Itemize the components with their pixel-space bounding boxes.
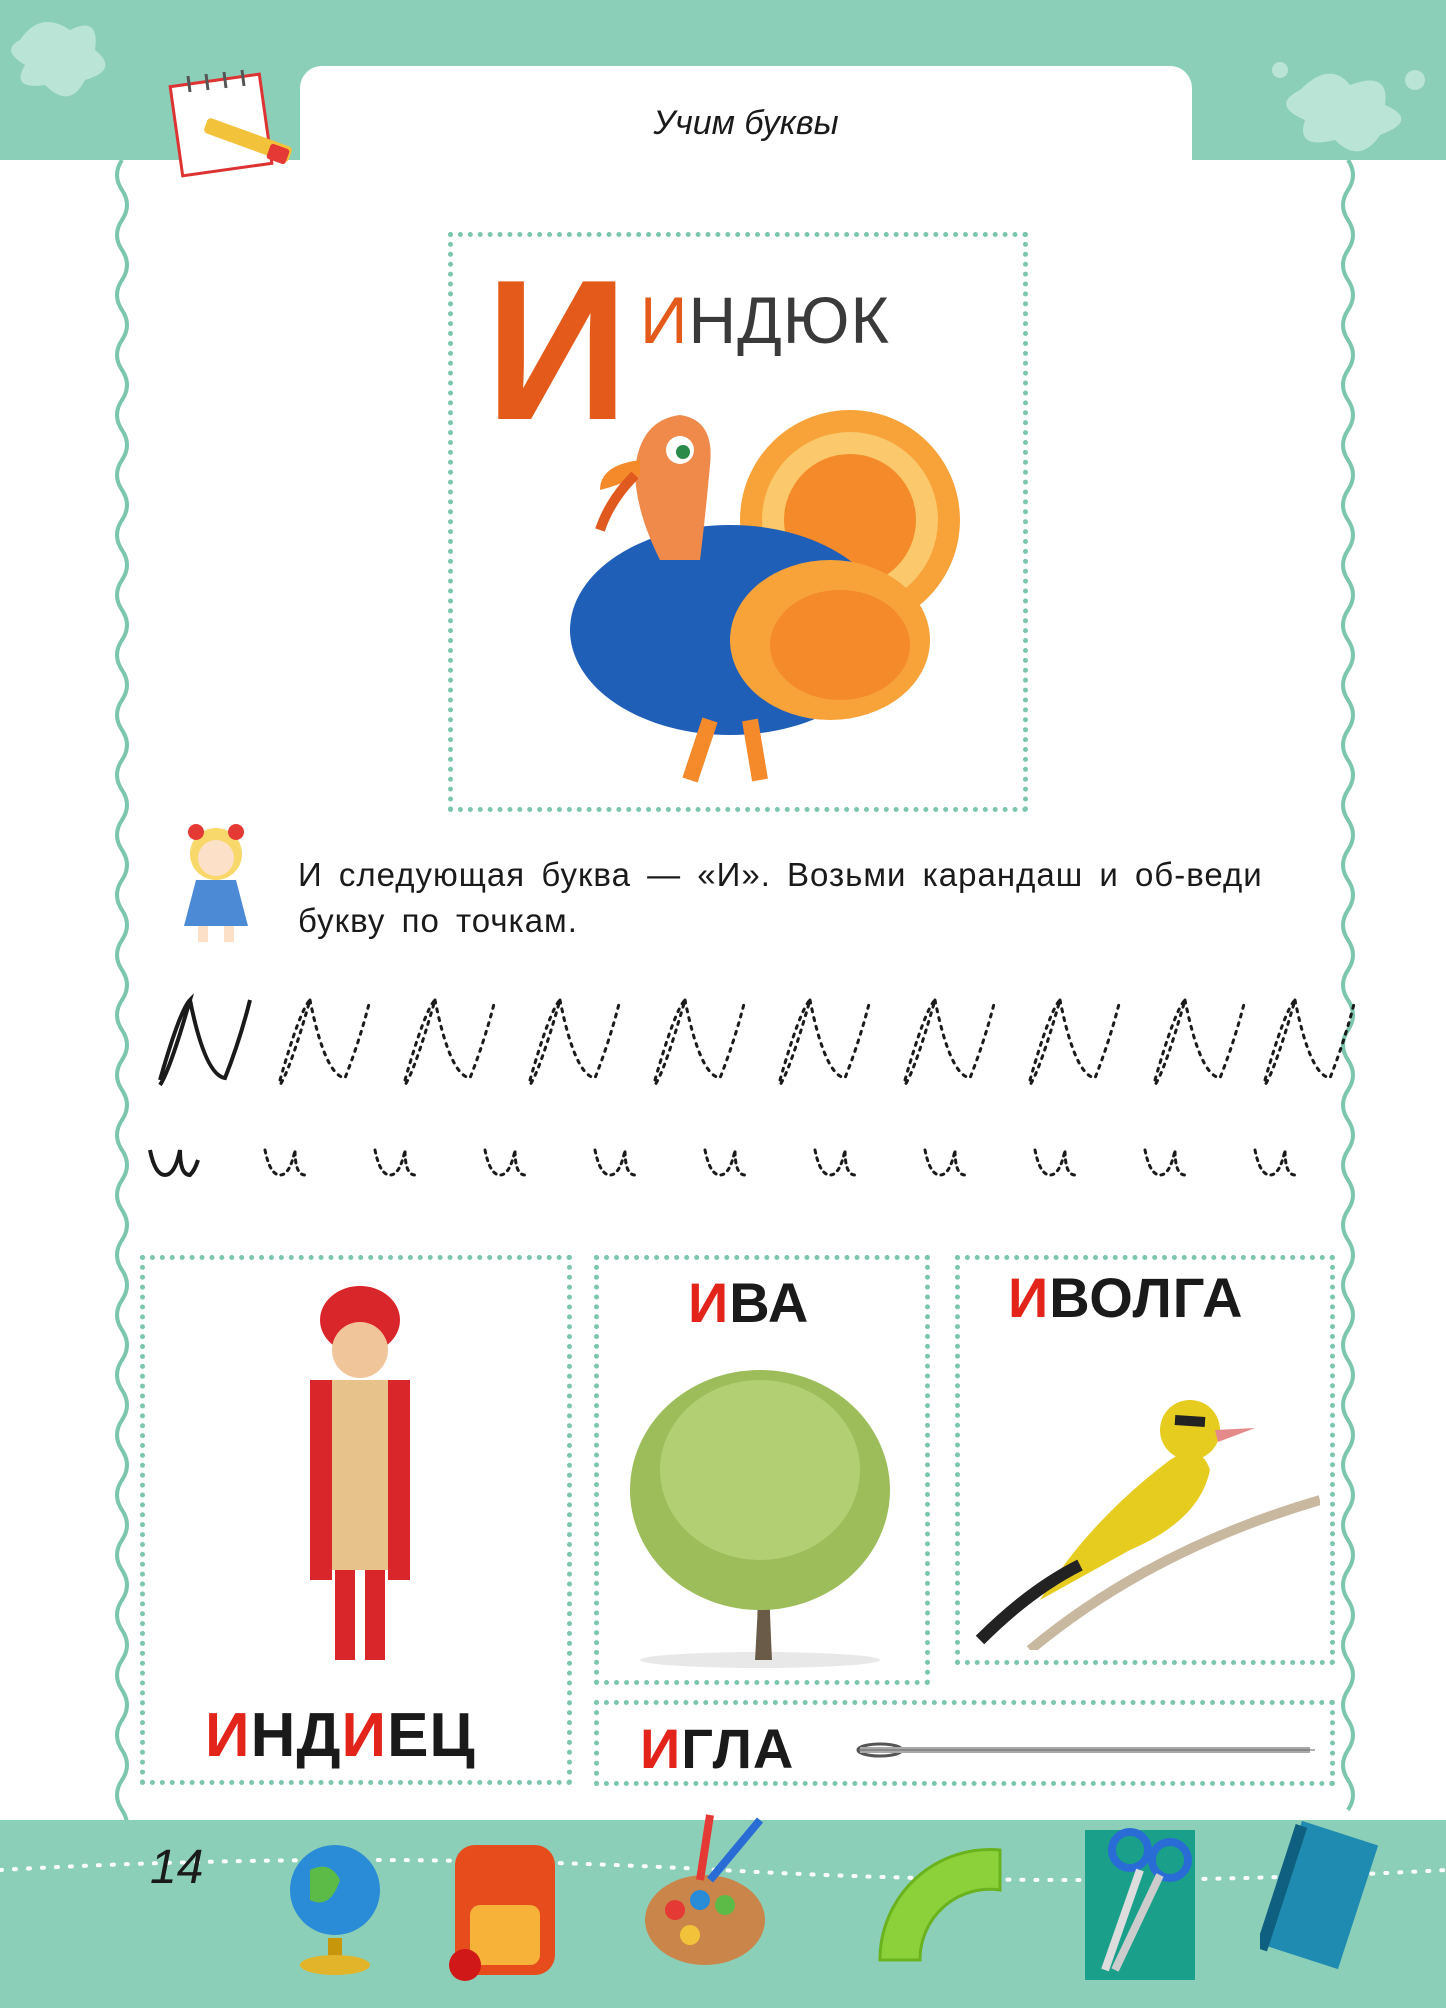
capital-letter-tracing-row (130, 980, 1360, 1100)
scissors-icon (1080, 1810, 1210, 1990)
card-iva-label (688, 1270, 809, 1335)
hero-word (640, 282, 890, 358)
igla-first-letter: И (640, 1717, 682, 1780)
label-part-red-3: И (341, 1701, 388, 1770)
card-indiets-label (205, 1700, 476, 1771)
splash-decor-left (0, 0, 160, 120)
lowercase-letter-tracing-row (130, 1120, 1360, 1180)
label-part-4: ЕЦ (387, 1701, 476, 1770)
label-part-red-1: И (205, 1701, 251, 1770)
hero-word-rest: НДЮК (688, 283, 890, 357)
turkey-illustration (540, 390, 1000, 790)
hero-word-first-letter: И (640, 283, 689, 357)
indian-man-illustration (290, 1280, 430, 1680)
iva-rest: ВА (729, 1271, 810, 1334)
splash-decor-right (1240, 40, 1440, 170)
oriole-bird-illustration (970, 1350, 1320, 1650)
globe-icon (280, 1830, 390, 1980)
ivolga-first-letter: И (1008, 1266, 1050, 1329)
card-igla-label (640, 1716, 794, 1781)
label-part-2: НД (250, 1701, 342, 1770)
page-number: 14 (150, 1841, 204, 1894)
igla-rest: ГЛА (681, 1717, 795, 1780)
card-ivolga-label (1008, 1265, 1243, 1330)
page-title: Учим буквы (653, 104, 839, 142)
notebook-icon (1260, 1820, 1380, 1980)
hero-big-letter: И (485, 239, 630, 462)
instruction-text: И следующая буква — «И». Возьми карандаш и об-веди букву по точкам. (298, 856, 1263, 939)
school-backpack-icon (445, 1815, 565, 1985)
ivolga-rest: ВОЛГА (1049, 1266, 1244, 1329)
willow-tree-illustration (610, 1350, 910, 1670)
paint-palette-icon (640, 1810, 780, 1980)
girl-character-icon (174, 818, 264, 948)
protractor-icon (860, 1830, 1020, 1980)
iva-first-letter: И (688, 1271, 730, 1334)
needle-illustration (850, 1735, 1320, 1765)
